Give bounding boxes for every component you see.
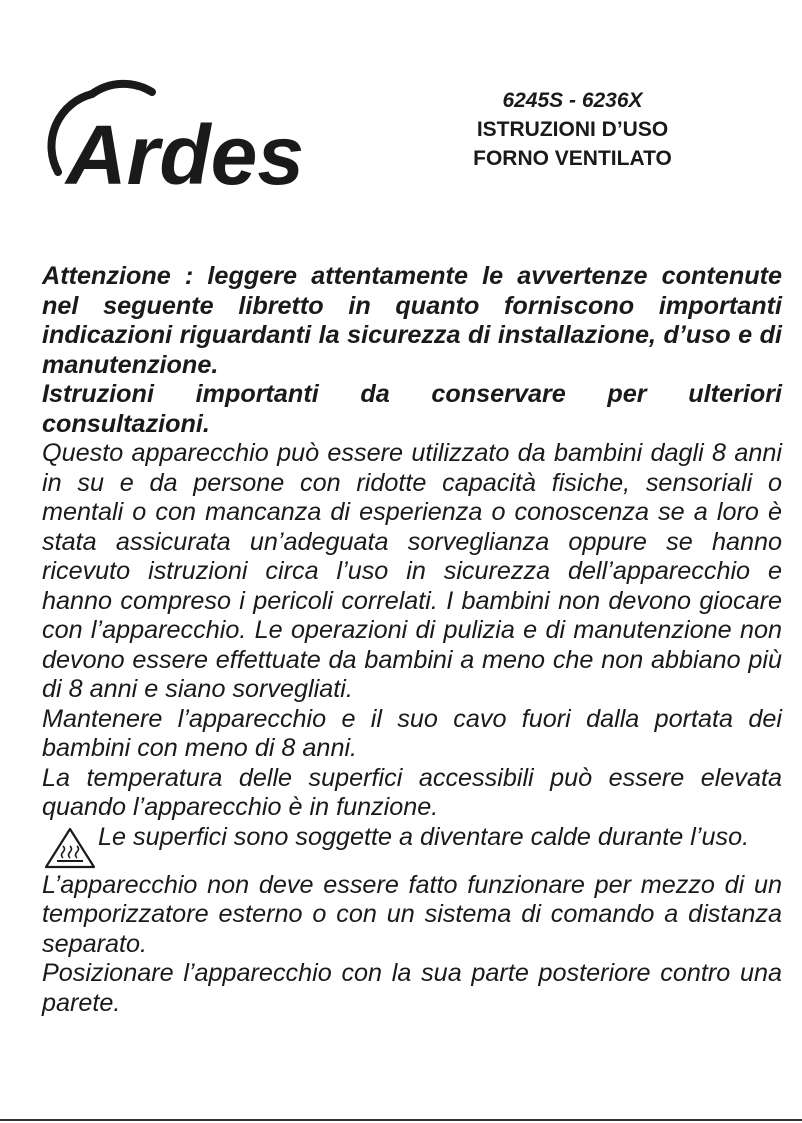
brand-name: Ardes bbox=[66, 108, 305, 197]
cable-reach-paragraph: Mantenere l’apparecchio e il suo cavo fuori dalla portata dei bambini con meno di 8 anni. bbox=[42, 704, 782, 762]
timer-paragraph: L’apparecchio non deve essere fatto funzionare per mezzo di un temporizzatore esterno o con un sistema di comando a distanza separato. bbox=[42, 870, 782, 958]
ardes-logo bbox=[40, 72, 315, 197]
safety-instructions bbox=[42, 262, 782, 1018]
product-name: FORNO VENTILATO bbox=[473, 147, 672, 170]
hot-surface-warning bbox=[42, 823, 782, 871]
attention-paragraph: Attenzione : leggere attentamente le avvertenze contenute nel seguente libretto in quanto forniscono importanti indicazioni riguardanti la sicurezza di installazione, d’uso e di manutenzione. bbox=[42, 262, 782, 379]
keep-instructions-paragraph: Istruzioni importanti da conservare per ulteriori consultazioni. bbox=[42, 380, 782, 438]
children-usage-paragraph: Questo apparecchio può essere utilizzato da bambini dagli 8 anni in su e da persone con ridotte capacità fisiche, sensoriali o mentali o con mancanza di esperienza o conoscenza se a loro è stata assicurata un’adeguata sorveglianza oppure se hanno ricevuto istruzioni circa l’uso in sicurezza dell’apparecchio e hanno compreso i pericoli correlati. I bambini non devono giocare con l’apparecchio. Le operazioni di pulizia e di manutenzione non devono essere effettuate da bambini a meno che non abbiano più di 8 anni e siano sorvegliati. bbox=[42, 439, 782, 703]
document-header bbox=[430, 86, 715, 173]
model-numbers: 6245S - 6236X bbox=[502, 89, 643, 112]
surface-temperature-paragraph: La temperatura delle superfici accessibili può essere elevata quando l’apparecchio è in funzione. bbox=[42, 763, 782, 821]
positioning-paragraph: Posizionare l’apparecchio con la sua parte posteriore contro una parete. bbox=[42, 959, 782, 1017]
document-type: ISTRUZIONI D’USO bbox=[476, 118, 669, 141]
page-bottom-divider bbox=[0, 1119, 802, 1121]
hot-surface-warning-text: Le superfici sono soggette a diventare calde durante l’uso. bbox=[98, 822, 750, 851]
hot-surface-warning-icon bbox=[42, 825, 98, 871]
